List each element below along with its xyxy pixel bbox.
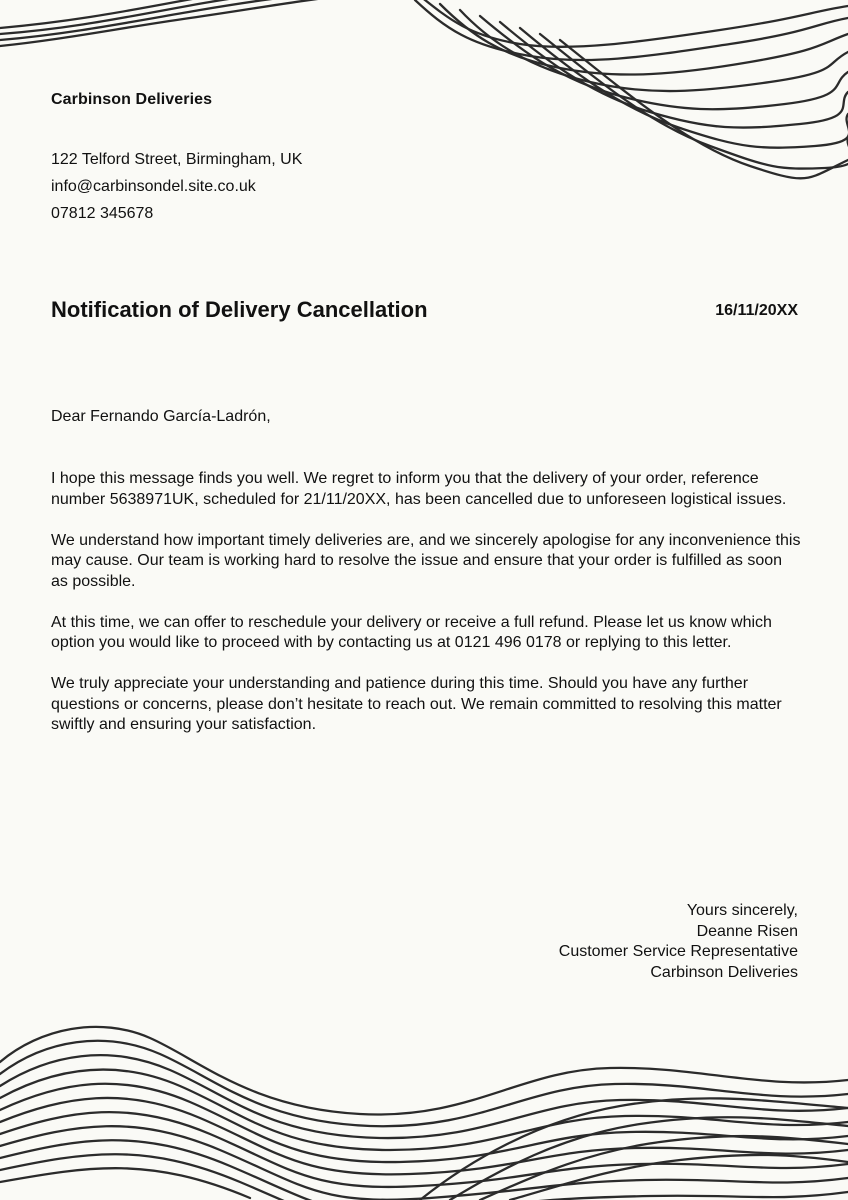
sender-email: info@carbinsondel.site.co.uk (51, 178, 256, 195)
signoff-company: Carbinson Deliveries (650, 963, 798, 981)
letter-date: 16/11/20XX (715, 302, 798, 319)
signoff-name: Deanne Risen (696, 922, 798, 940)
body-paragraph-3: At this time, we can offer to reschedule your delivery or receive a full refund. Please let us know which option you would like to proceed with by contacting us at 0121 496 0178 or replying to this letter. (51, 613, 772, 651)
body-paragraph-1: I hope this message finds you well. We regret to inform you that the delivery of your order, reference number 5638971UK, scheduled for 21/11/20XX, has been cancelled due to unforeseen logistical issues. (51, 470, 787, 508)
sender-address: 122 Telford Street, Birmingham, UK (51, 151, 303, 168)
sender-contact-block (51, 146, 302, 227)
signoff-block (559, 901, 798, 983)
letter-body (51, 469, 801, 756)
letter-title: Notification of Delivery Cancellation (51, 297, 428, 322)
body-paragraph-4: We truly appreciate your understanding and patience during this time. Should you have any further questions or concerns, please don’t hesitate to reach out. We remain committed to resolving this matter swiftly and ensuring your satisfaction. (51, 675, 782, 733)
signoff-role: Customer Service Representative (558, 943, 798, 960)
salutation: Dear Fernando García-Ladrón, (51, 408, 271, 425)
bottom-wave-decoration (0, 1010, 848, 1200)
body-paragraph-2: We understand how important timely deliveries are, and we sincerely apologise for any inconvenience this may cause. Our team is working hard to resolve the issue and ensure that your order is fulfilled as soon as possible. (51, 531, 801, 590)
sender-company-name: Carbinson Deliveries (51, 91, 213, 108)
signoff-closing: Yours sincerely, (686, 902, 798, 919)
sender-phone: 07812 345678 (51, 205, 154, 222)
